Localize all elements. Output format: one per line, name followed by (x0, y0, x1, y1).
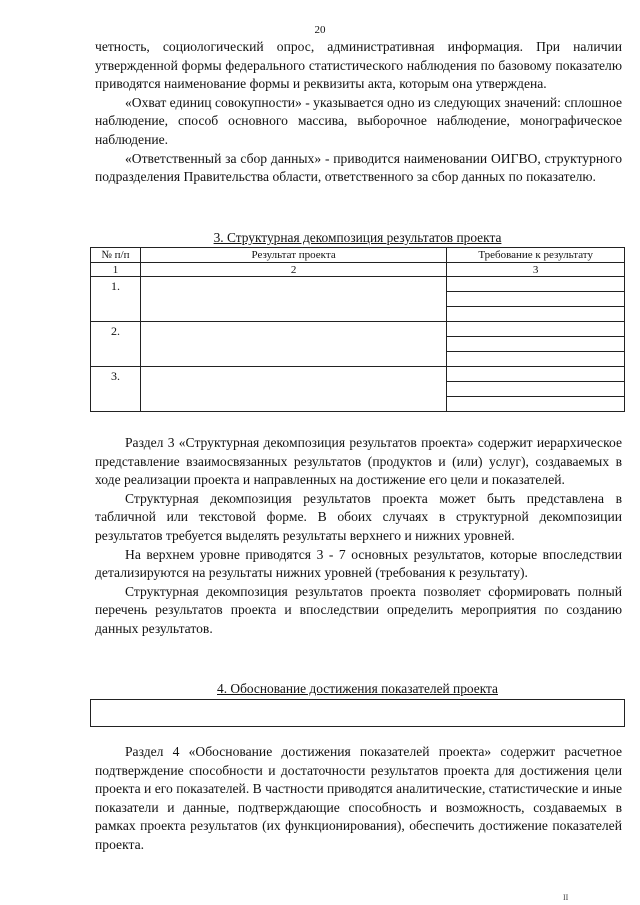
corner-mark: II (563, 893, 569, 902)
table-row (91, 277, 625, 322)
section-3-title: 3. Структурная декомпозиция результатов проекта (213, 230, 502, 245)
section-3-paragraph-1: Раздел 3 «Структурная декомпозиция результатов проекта» содержит иерархическое представление взаимосвязанных результатов (продуктов и (или) услуг), создаваемых в ходе реализации проекта и направленных на достижение его цели и показателей. (95, 435, 622, 488)
table-index-row (91, 263, 625, 277)
section-4-title: 4. Обоснование достижения показателей проекта (217, 681, 498, 696)
index-cell-1: 1 (91, 263, 141, 277)
header-requirement: Требование к результату (447, 248, 625, 263)
requirement-line (447, 292, 624, 307)
index-cell-3: 3 (447, 263, 625, 277)
result-cell (140, 322, 446, 367)
intro-paragraph-2: «Охват единиц совокупности» - указывается одно из следующих значений: сплошное наблюдение, способ основного массива, выборочное наблюдение, монографическое наблюдение. (95, 94, 622, 147)
index-cell-2: 2 (140, 263, 446, 277)
requirement-line (447, 382, 624, 397)
requirement-line (447, 352, 624, 366)
page-number: 20 (314, 24, 326, 36)
header-result: Результат проекта (140, 248, 446, 263)
requirement-line (447, 307, 624, 321)
intro-paragraph-3: «Ответственный за сбор данных» - приводится наименовании ОИГВО, структурного подразделения Правительства области, ответственного за сбор данных по показателю. (95, 150, 622, 185)
table-row (91, 367, 625, 412)
section-3-paragraph-2: Структурная декомпозиция результатов проекта может быть представлена в табличной или текстовой форме. В обоих случаях в структурной декомпозиции результатов требуется выделять результаты верхнего и нижних уровней. (95, 490, 622, 543)
requirement-line (447, 337, 624, 352)
requirement-line (447, 367, 624, 382)
justification-box (90, 699, 625, 727)
section-3-paragraph-4: Структурная декомпозиция результатов проекта позволяет сформировать полный перечень результатов проекта и впоследствии определить мероприятия по созданию данных результатов. (95, 583, 622, 636)
row-number: 3. (91, 367, 141, 412)
requirement-line (447, 397, 624, 411)
intro-text (95, 38, 622, 187)
header-number: № п/п (91, 248, 141, 263)
requirement-cell (447, 367, 625, 412)
row-number: 1. (91, 277, 141, 322)
table-row (91, 322, 625, 367)
section-4-text (95, 743, 622, 855)
requirement-line (447, 277, 624, 292)
result-cell (140, 277, 446, 322)
row-number: 2. (91, 322, 141, 367)
requirement-cell (447, 277, 625, 322)
requirement-cell (447, 322, 625, 367)
section-3-paragraph-3: На верхнем уровне приводятся 3 - 7 основных результатов, которые впоследствии детализируются на результаты нижних уровней (требования к результату). (95, 546, 622, 581)
section-4-paragraph: Раздел 4 «Обоснование достижения показателей проекта» содержит расчетное подтверждение способности и достаточности результатов проекта для достижения цели проекта и его показателей. В частности приводятся аналитические, статистические и иные показатели и данные, подтверждающие способность и возможность, создаваемых в рамках проекта результатов (их функционирования), обеспечить достижение показателей проекта. (95, 744, 622, 852)
requirement-line (447, 322, 624, 337)
decomposition-table (90, 247, 625, 412)
result-cell (140, 367, 446, 412)
table-header-row (91, 248, 625, 263)
section-3-text (95, 434, 622, 639)
intro-paragraph-1: четность, социологический опрос, административная информация. При наличии утвержденной формы федерального статистического наблюдения по базовому показателю приводятся наименование формы и реквизиты акта, которым она утверждена. (95, 39, 622, 92)
